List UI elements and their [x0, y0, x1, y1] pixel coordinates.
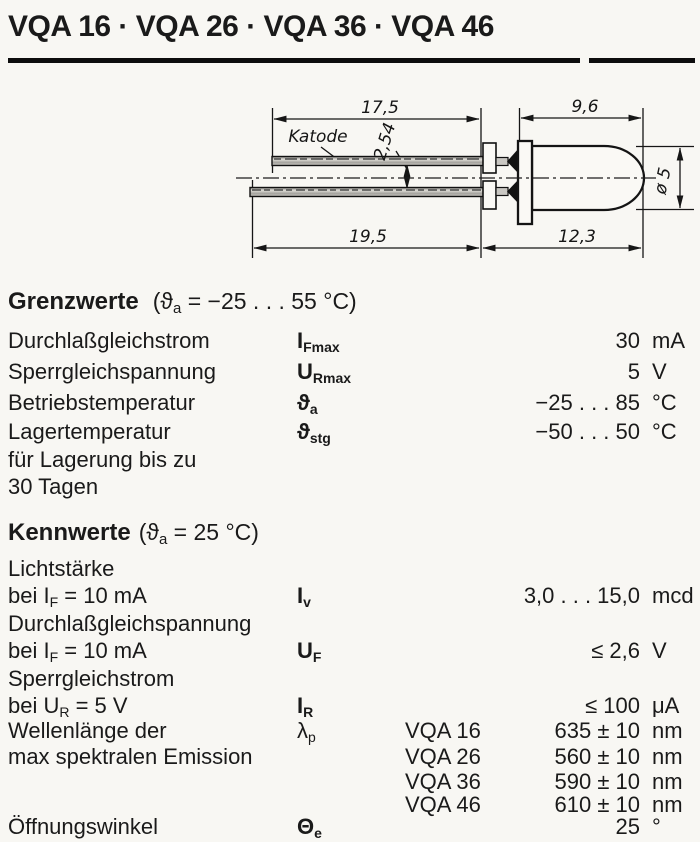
param-symbol: $ϑ_a$ [297, 390, 318, 417]
param-unit: V [652, 359, 667, 384]
param-label: Lagertemperatur [8, 419, 171, 444]
table-row [0, 814, 700, 841]
param-value: ≤ 2,6 [591, 638, 640, 663]
param-condition: bei $I_F = 10$ mA [8, 583, 147, 610]
table-row [0, 744, 700, 771]
table-row [0, 718, 700, 745]
param-symbol: $\Theta_e$ [297, 814, 322, 841]
param-unit: V [652, 638, 667, 663]
table-row [0, 666, 700, 693]
param-label: Sperrgleichstrom [8, 666, 175, 691]
param-value: −25 . . . 85 [535, 390, 640, 415]
param-value: 30 [615, 328, 640, 353]
type-label: VQA 26 [405, 744, 481, 769]
table-row [0, 556, 700, 583]
type-label: VQA 36 [405, 769, 481, 794]
table-row [0, 693, 700, 720]
param-symbol: $ϑ_{stg}$ [297, 419, 331, 446]
dim-label-2-54: 2,54 [370, 120, 401, 163]
param-label: Lichtstärke [8, 556, 115, 581]
grenzwerte-heading-word: Grenzwerte [8, 288, 139, 315]
table-row-continuation [0, 474, 700, 501]
param-value: ≤ 100 [585, 693, 640, 718]
param-label: Durchlaßgleichstrom [8, 328, 210, 353]
param-value: 25 [615, 814, 640, 839]
param-symbol: $U_{Rmax}$ [297, 359, 352, 386]
param-symbol: $I_{Fmax}$ [297, 328, 340, 355]
table-row-continuation [0, 447, 700, 474]
led-dimension-drawing [0, 80, 700, 278]
param-symbol: $U_F$ [297, 638, 322, 665]
param-value: 590 ± 10 [554, 769, 640, 794]
param-label: Sperrgleichspannung [8, 359, 216, 384]
table-row [0, 390, 700, 417]
param-value: 3,0 . . . 15,0 [523, 583, 640, 608]
dim-label-19-5: 19,5 [349, 227, 387, 247]
kennwerte-heading: Kennwerte ($ϑ_a = 25$ °C) [8, 519, 259, 548]
param-unit: nm [652, 792, 683, 817]
param-value: 5 [627, 359, 640, 384]
param-unit: mA [652, 328, 685, 353]
param-unit: nm [652, 744, 683, 769]
param-symbol: $I_v$ [297, 583, 311, 610]
grenzwerte-heading: Grenzwerte ($ϑ_a = -25$ . . . 55 °C) [8, 288, 357, 317]
param-value: 610 ± 10 [554, 792, 640, 817]
param-unit: nm [652, 718, 683, 743]
kennwerte-heading-word: Kennwerte [8, 519, 131, 546]
dim-label-diameter: ø 5 [650, 165, 676, 197]
param-label-line2: max spektralen Emission [8, 744, 253, 769]
param-label: Wellenlänge der [8, 718, 167, 743]
title-rule-right [589, 58, 695, 63]
dim-label-12-3: 12,3 [558, 227, 596, 247]
param-label: Betriebstemperatur [8, 390, 196, 415]
dim-label-17-5: 17,5 [361, 98, 399, 118]
param-unit: mcd [652, 583, 694, 608]
param-unit: nm [652, 769, 683, 794]
table-row [0, 638, 700, 665]
table-row [0, 359, 700, 386]
type-label: VQA 46 [405, 792, 481, 817]
dim-label-9-6: 9,6 [571, 97, 599, 117]
param-unit: °C [652, 390, 677, 415]
led-body [518, 141, 644, 224]
param-unit: ° [652, 814, 661, 839]
table-row [0, 583, 700, 610]
table-row [0, 611, 700, 638]
param-label-line2: für Lagerung bis zu [8, 447, 197, 472]
param-value: 635 ± 10 [554, 718, 640, 743]
param-symbol: $I_R$ [297, 693, 314, 720]
param-value: 560 ± 10 [554, 744, 640, 769]
param-label: Öffnungswinkel [8, 814, 159, 839]
param-symbol: $\lambda_p$ [297, 718, 316, 745]
title-rule-left [8, 58, 580, 63]
table-row [0, 328, 700, 355]
param-unit: μA [652, 693, 680, 718]
page-title: VQA 16 · VQA 26 · VQA 36 · VQA 46 [8, 10, 494, 43]
param-condition: bei $I_F = 10$ mA [8, 638, 147, 665]
param-label: Durchlaßgleichspannung [8, 611, 252, 636]
param-condition: bei $U_R = 5$ V [8, 693, 128, 720]
cathode-label: Katode [288, 127, 348, 147]
param-label-line3: 30 Tagen [8, 474, 99, 499]
type-label: VQA 16 [405, 718, 481, 743]
param-unit: °C [652, 419, 677, 444]
table-row [0, 419, 700, 446]
param-value: −50 . . . 50 [535, 419, 640, 444]
